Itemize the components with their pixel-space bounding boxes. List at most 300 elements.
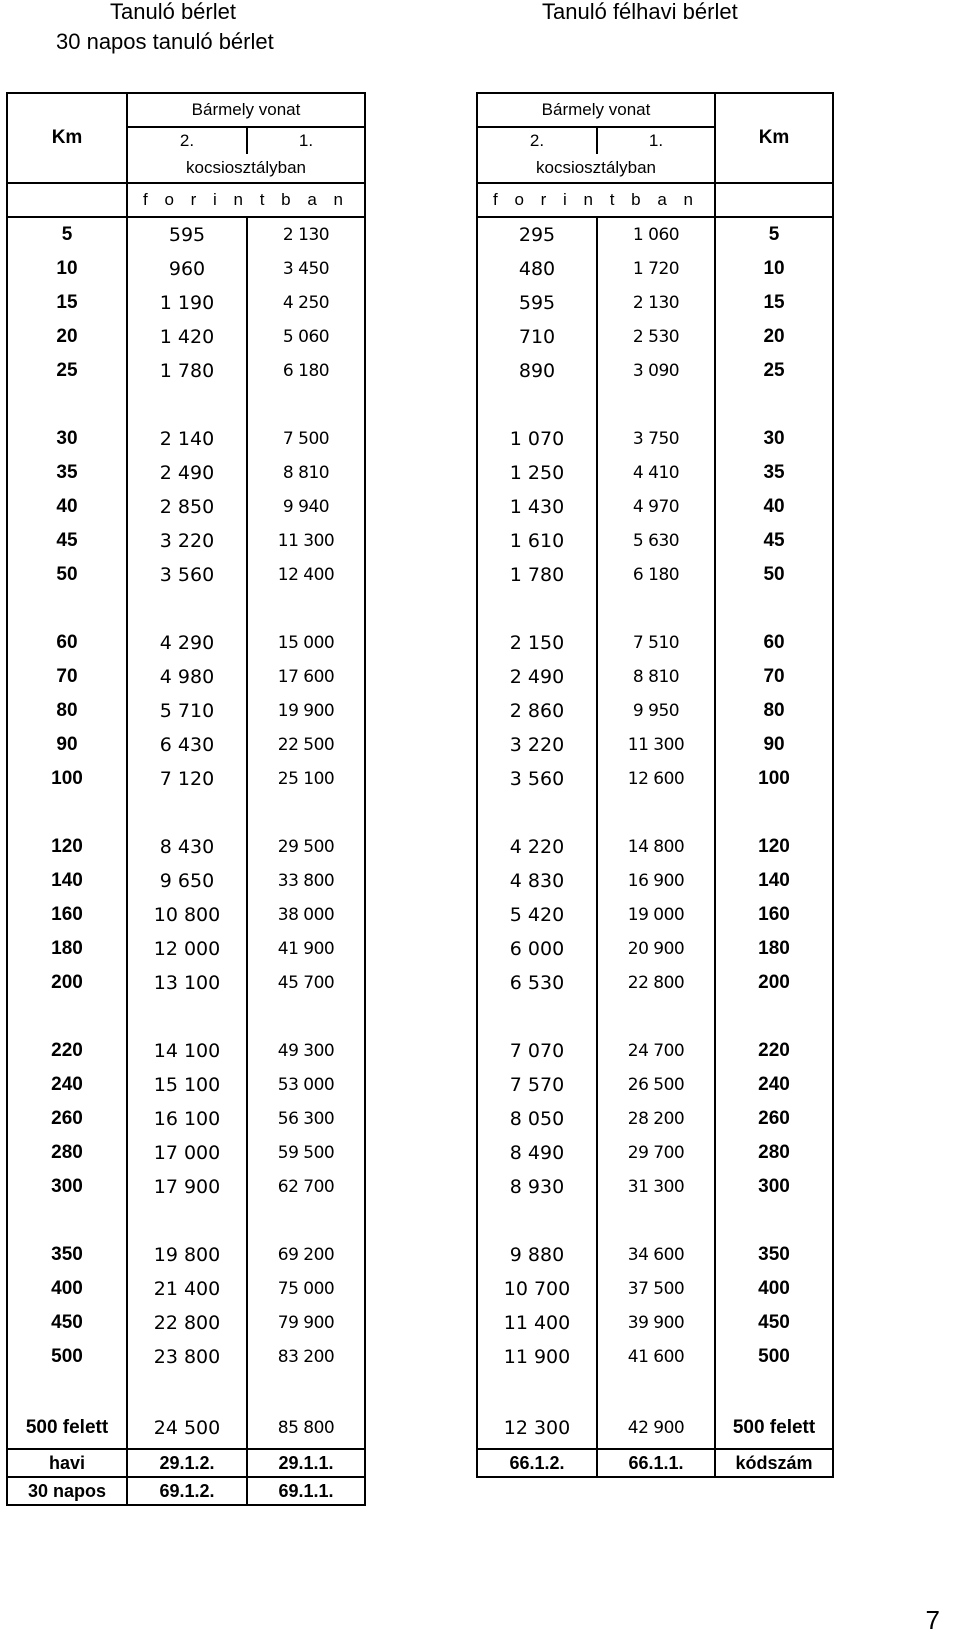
spacer-cell [247,1000,365,1034]
table-row [477,1136,833,1170]
km-cell: 30 [715,422,833,456]
code-class1: 66.1.1. [597,1449,715,1477]
table-row [7,1034,365,1068]
table-row [7,626,365,660]
class1-price: 8 810 [597,660,715,694]
km-cell: 80 [715,694,833,728]
code-label: 30 napos [7,1477,127,1505]
class2-price: 2 140 [127,422,247,456]
table-row [477,1408,833,1449]
class2-price: 11 400 [477,1306,597,1340]
km-cell: 50 [7,558,127,592]
left-title-line2: 30 napos tanuló bérlet [56,29,274,54]
class2-price: 1 420 [127,320,247,354]
class2-price: 3 220 [477,728,597,762]
table-row [477,1272,833,1306]
km-cell: 35 [7,456,127,490]
table-row [477,217,833,252]
class2-price: 480 [477,252,597,286]
spacer-cell [477,388,597,422]
spacer-cell [477,1204,597,1238]
table-row [7,932,365,966]
currency-header: f o r i n t b a n [127,183,365,217]
table-row [477,1170,833,1204]
class1-price: 79 900 [247,1306,365,1340]
code-label: havi [7,1449,127,1477]
km-cell: 15 [715,286,833,320]
km-header: Km [715,93,833,183]
km-cell: 200 [715,966,833,1000]
table-row [477,1306,833,1340]
km-cell: 100 [7,762,127,796]
table-row [477,524,833,558]
class2-price: 17 000 [127,1136,247,1170]
class2-price: 8 430 [127,830,247,864]
table-row [7,864,365,898]
km-cell: 240 [715,1068,833,1102]
class1-price: 7 500 [247,422,365,456]
table-row [477,1068,833,1102]
km-cell: 5 [7,217,127,252]
table-row [7,1068,365,1102]
class1-price: 12 400 [247,558,365,592]
table-row [477,1340,833,1374]
km-cell: 140 [7,864,127,898]
left-title-line1: Tanuló bérlet [110,0,236,24]
class2-price: 4 830 [477,864,597,898]
km-cell: 60 [715,626,833,660]
table-row [7,1136,365,1170]
spacer-cell [7,1204,127,1238]
km-cell: 120 [715,830,833,864]
spacer-cell [247,1374,365,1408]
class2-price: 3 560 [127,558,247,592]
km-cell: 70 [715,660,833,694]
class2-header: 2. [477,127,597,154]
table-row [477,558,833,592]
class1-price: 1 060 [597,217,715,252]
class1-price: 12 600 [597,762,715,796]
class1-price: 69 200 [247,1238,365,1272]
spacer-cell [715,388,833,422]
km-cell: 90 [715,728,833,762]
km-cell: 25 [7,354,127,388]
class2-price: 4 290 [127,626,247,660]
class2-header: 2. [127,127,247,154]
km-cell: 400 [7,1272,127,1306]
class2-price: 960 [127,252,247,286]
spacer-cell [597,1204,715,1238]
class1-price: 41 600 [597,1340,715,1374]
km-cell: 260 [7,1102,127,1136]
class1-price: 56 300 [247,1102,365,1136]
class2-price: 2 490 [127,456,247,490]
class1-price: 34 600 [597,1238,715,1272]
km-cell: 220 [715,1034,833,1068]
class2-price: 9 880 [477,1238,597,1272]
table-row [7,320,365,354]
class1-price: 85 800 [247,1408,365,1449]
class2-price: 10 800 [127,898,247,932]
class2-price: 2 490 [477,660,597,694]
table-row [7,354,365,388]
class2-price: 2 150 [477,626,597,660]
table-row [477,966,833,1000]
class2-price: 595 [477,286,597,320]
km-cell: 10 [7,252,127,286]
class2-price: 7 120 [127,762,247,796]
km-cell: 10 [715,252,833,286]
class2-price: 2 860 [477,694,597,728]
km-cell: 300 [715,1170,833,1204]
table-row [477,456,833,490]
class2-price: 1 250 [477,456,597,490]
page-number: 7 [925,1605,940,1635]
class2-price: 23 800 [127,1340,247,1374]
code-row [477,1449,833,1477]
class1-price: 24 700 [597,1034,715,1068]
spacer-cell [247,388,365,422]
spacer-cell [597,388,715,422]
spacer-cell [247,592,365,626]
table-row [477,1238,833,1272]
code-class2: 66.1.2. [477,1449,597,1477]
class1-price: 31 300 [597,1170,715,1204]
class2-price: 4 220 [477,830,597,864]
class2-price: 3 220 [127,524,247,558]
km-cell: 50 [715,558,833,592]
table-row [7,456,365,490]
class1-price: 11 300 [597,728,715,762]
spacer-cell [715,796,833,830]
class1-price: 5 060 [247,320,365,354]
table-row [477,626,833,660]
spacer-cell [477,1000,597,1034]
class1-price: 2 130 [597,286,715,320]
km-cell: 80 [7,694,127,728]
table-row [7,1306,365,1340]
km-cell: 100 [715,762,833,796]
class1-price: 6 180 [247,354,365,388]
table-row [477,320,833,354]
class1-price: 15 000 [247,626,365,660]
class1-price: 4 250 [247,286,365,320]
class2-price: 16 100 [127,1102,247,1136]
class1-price: 3 090 [597,354,715,388]
class1-price: 3 750 [597,422,715,456]
class1-price: 2 530 [597,320,715,354]
table-row [477,422,833,456]
km-cell: 40 [715,490,833,524]
right-title: Tanuló félhavi bérlet [542,0,738,24]
km-cell: 350 [7,1238,127,1272]
class1-price: 45 700 [247,966,365,1000]
km-cell: 160 [715,898,833,932]
class1-price: 75 000 [247,1272,365,1306]
spacer-cell [477,592,597,626]
class2-price: 9 650 [127,864,247,898]
class2-price: 12 300 [477,1408,597,1449]
class2-price: 6 000 [477,932,597,966]
km-cell: 500 [715,1340,833,1374]
spacer-cell [247,796,365,830]
class1-price: 11 300 [247,524,365,558]
km-cell: 90 [7,728,127,762]
class2-price: 1 780 [477,558,597,592]
km-cell: 260 [715,1102,833,1136]
class1-price: 19 000 [597,898,715,932]
class2-price: 1 190 [127,286,247,320]
table-row [477,762,833,796]
spacer-cell [597,592,715,626]
km-cell: 500 felett [7,1408,127,1449]
km-cell: 280 [715,1136,833,1170]
class1-price: 2 130 [247,217,365,252]
table-row [7,217,365,252]
spacer-cell [7,1000,127,1034]
class1-price: 22 800 [597,966,715,1000]
km-cell: 45 [715,524,833,558]
class1-price: 9 940 [247,490,365,524]
class2-price: 7 570 [477,1068,597,1102]
class1-price: 19 900 [247,694,365,728]
spacer-cell [127,1374,247,1408]
table-row [7,1408,365,1449]
student-pass-table [6,92,366,1506]
table-row [477,694,833,728]
km-cell: 450 [7,1306,127,1340]
carriage-header: kocsiosztályban [127,154,365,183]
km-cell: 120 [7,830,127,864]
table-row [7,1238,365,1272]
class2-price: 1 610 [477,524,597,558]
currency-header: f o r i n t b a n [477,183,715,217]
spacer-cell [597,1000,715,1034]
table-row [477,354,833,388]
table-row [7,898,365,932]
km-cell: 140 [715,864,833,898]
class1-price: 33 800 [247,864,365,898]
class1-price: 39 900 [597,1306,715,1340]
km-cell: 240 [7,1068,127,1102]
class2-price: 6 430 [127,728,247,762]
km-header: Km [7,93,127,183]
km-cell: 350 [715,1238,833,1272]
table-row [7,830,365,864]
table-row [477,932,833,966]
class1-price: 7 510 [597,626,715,660]
class1-price: 5 630 [597,524,715,558]
spacer-cell [7,796,127,830]
km-cell: 60 [7,626,127,660]
class1-price: 53 000 [247,1068,365,1102]
code-row-havi [7,1449,365,1477]
class2-price: 12 000 [127,932,247,966]
table-row [477,252,833,286]
km-cell: 160 [7,898,127,932]
km-cell: 180 [7,932,127,966]
table-row [7,694,365,728]
class1-price: 22 500 [247,728,365,762]
class1-price: 1 720 [597,252,715,286]
km-cell: 180 [715,932,833,966]
km-cell: 70 [7,660,127,694]
class1-price: 4 410 [597,456,715,490]
class1-price: 83 200 [247,1340,365,1374]
km-cell: 30 [7,422,127,456]
km-cell: 35 [715,456,833,490]
class2-price: 21 400 [127,1272,247,1306]
train-header: Bármely vonat [127,93,365,127]
spacer-cell [715,1000,833,1034]
km-cell: 45 [7,524,127,558]
table-row [477,660,833,694]
class1-price: 25 100 [247,762,365,796]
class1-price: 49 300 [247,1034,365,1068]
class1-price: 62 700 [247,1170,365,1204]
class1-price: 4 970 [597,490,715,524]
table-row [7,252,365,286]
class1-price: 17 600 [247,660,365,694]
class1-price: 37 500 [597,1272,715,1306]
table-row [477,864,833,898]
code-row-30-napos [7,1477,365,1505]
class2-price: 14 100 [127,1034,247,1068]
table-row [477,1102,833,1136]
class2-price: 11 900 [477,1340,597,1374]
table-row [7,1272,365,1306]
spacer-cell [597,1374,715,1408]
class2-price: 8 050 [477,1102,597,1136]
table-row [477,728,833,762]
class1-price: 41 900 [247,932,365,966]
class2-price: 4 980 [127,660,247,694]
class2-price: 24 500 [127,1408,247,1449]
class2-price: 17 900 [127,1170,247,1204]
class1-header: 1. [247,127,365,154]
class1-price: 14 800 [597,830,715,864]
table-row [7,524,365,558]
spacer-cell [7,388,127,422]
class1-price: 28 200 [597,1102,715,1136]
class1-price: 29 500 [247,830,365,864]
spacer-cell [477,1374,597,1408]
km-cell: 500 felett [715,1408,833,1449]
code-class2: 69.1.2. [127,1477,247,1505]
table-row [477,830,833,864]
table-row [477,1034,833,1068]
km-cell: 280 [7,1136,127,1170]
table-row [7,286,365,320]
class2-price: 7 070 [477,1034,597,1068]
class2-price: 3 560 [477,762,597,796]
table-row [7,1170,365,1204]
class2-price: 2 850 [127,490,247,524]
spacer-cell [7,592,127,626]
table-row [7,1340,365,1374]
km-cell: 20 [715,320,833,354]
table-row [7,422,365,456]
class1-price: 20 900 [597,932,715,966]
spacer-cell [597,796,715,830]
km-cell: 450 [715,1306,833,1340]
class2-price: 19 800 [127,1238,247,1272]
table-row [477,898,833,932]
spacer-cell [477,796,597,830]
table-row [7,762,365,796]
km-cell: 400 [715,1272,833,1306]
class2-price: 1 780 [127,354,247,388]
class1-header: 1. [597,127,715,154]
class1-price: 59 500 [247,1136,365,1170]
class2-price: 13 100 [127,966,247,1000]
class2-price: 22 800 [127,1306,247,1340]
half-month-pass-table [476,92,834,1478]
class2-price: 8 490 [477,1136,597,1170]
class2-price: 710 [477,320,597,354]
class2-price: 295 [477,217,597,252]
table-row [7,558,365,592]
km-cell: 500 [7,1340,127,1374]
class1-price: 26 500 [597,1068,715,1102]
km-cell: 5 [715,217,833,252]
km-cell: 200 [7,966,127,1000]
train-header: Bármely vonat [477,93,715,127]
class2-price: 6 530 [477,966,597,1000]
table-row [7,966,365,1000]
km-cell: 20 [7,320,127,354]
spacer-cell [127,1000,247,1034]
class1-price: 16 900 [597,864,715,898]
km-cell: 15 [7,286,127,320]
table-row [7,1102,365,1136]
class1-price: 38 000 [247,898,365,932]
class2-price: 8 930 [477,1170,597,1204]
spacer-cell [127,592,247,626]
code-class1: 69.1.1. [247,1477,365,1505]
class1-price: 9 950 [597,694,715,728]
spacer-cell [127,388,247,422]
class2-price: 5 710 [127,694,247,728]
class2-price: 15 100 [127,1068,247,1102]
spacer-cell [715,1374,833,1408]
class1-price: 3 450 [247,252,365,286]
spacer-cell [715,1204,833,1238]
class1-price: 42 900 [597,1408,715,1449]
spacer-cell [7,1374,127,1408]
km-cell: 220 [7,1034,127,1068]
class1-price: 29 700 [597,1136,715,1170]
table-row [7,728,365,762]
km-cell: 40 [7,490,127,524]
spacer-cell [127,796,247,830]
class2-price: 1 430 [477,490,597,524]
table-row [7,660,365,694]
table-row [477,286,833,320]
class2-price: 10 700 [477,1272,597,1306]
class2-price: 1 070 [477,422,597,456]
km-cell: 300 [7,1170,127,1204]
class2-price: 5 420 [477,898,597,932]
table-row [7,490,365,524]
code-class1: 29.1.1. [247,1449,365,1477]
class2-price: 890 [477,354,597,388]
carriage-header: kocsiosztályban [477,154,715,183]
spacer-cell [715,592,833,626]
class2-price: 595 [127,217,247,252]
spacer-cell [127,1204,247,1238]
class1-price: 8 810 [247,456,365,490]
